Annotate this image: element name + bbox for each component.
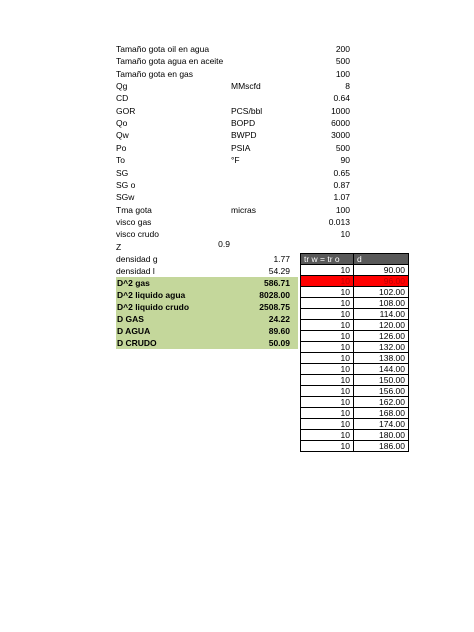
param-value: 0.64	[333, 93, 350, 104]
tr-cell: 10	[301, 397, 354, 408]
tr-cell: 10	[301, 320, 354, 331]
tr-cell: 10	[301, 342, 354, 353]
table-row	[301, 441, 409, 452]
table-row	[301, 430, 409, 441]
param-unit: PSIA	[231, 142, 251, 153]
result-value: 8028.00	[259, 290, 290, 300]
param-label: Z	[116, 241, 122, 252]
table-header-row	[301, 254, 409, 265]
param-value: 8	[345, 81, 350, 92]
d-cell: 108.00	[354, 298, 409, 309]
table-row	[301, 276, 409, 287]
d-cell: 180.00	[354, 430, 409, 441]
param-label: SGw	[116, 192, 135, 203]
d-cell: 114.00	[354, 309, 409, 320]
tr-cell: 10	[301, 386, 354, 397]
result-label: D AGUA	[117, 326, 151, 336]
result-label: D^2 liquido crudo	[117, 302, 190, 312]
d-cell: 126.00	[354, 331, 409, 342]
param-label: Qo	[116, 118, 128, 129]
param-unit: BWPD	[231, 130, 257, 141]
param-label: visco crudo	[116, 229, 159, 240]
d-cell: 102.00	[354, 287, 409, 298]
param-unit: MMscfd	[231, 81, 261, 92]
density-label: densidad l	[116, 266, 155, 276]
param-label: SG	[116, 167, 129, 178]
param-value: 3000	[331, 130, 350, 141]
tr-cell: 10	[301, 419, 354, 430]
result-label: D CRUDO	[117, 338, 157, 348]
tr-cell: 10	[301, 331, 354, 342]
param-value: 500	[335, 56, 350, 67]
table-row	[301, 265, 409, 276]
d-cell: 150.00	[354, 375, 409, 386]
param-label: Po	[116, 142, 127, 153]
tr-cell: 10	[301, 309, 354, 320]
table-header-cell: tr w = tr o	[301, 254, 354, 265]
z-value: 0.9	[218, 239, 230, 249]
table-row	[301, 287, 409, 298]
param-label: CD	[116, 93, 129, 104]
param-label: To	[116, 155, 125, 166]
param-unit: °F	[231, 155, 240, 166]
d-cell: 168.00	[354, 408, 409, 419]
density-value: 54.29	[268, 266, 290, 276]
param-value: 100	[335, 204, 350, 215]
param-label: Qg	[116, 81, 128, 92]
table-row	[301, 375, 409, 386]
param-label: Tma gota	[116, 204, 152, 215]
param-unit: BOPD	[231, 118, 256, 129]
result-label: D^2 liquido agua	[117, 290, 186, 300]
param-value: 1000	[331, 105, 350, 116]
result-value: 2508.75	[259, 302, 290, 312]
param-value: 100	[335, 68, 350, 79]
table-row	[301, 320, 409, 331]
d-cell: 90.00	[354, 265, 409, 276]
param-label: Tamaño gota oil en agua	[116, 44, 210, 54]
d-cell: 174.00	[354, 419, 409, 430]
param-value: 6000	[331, 118, 350, 129]
result-value: 24.22	[268, 314, 290, 324]
param-label: Tamaño gota en gas	[116, 68, 194, 79]
tr-cell: 10	[301, 298, 354, 309]
param-value: 10	[340, 229, 350, 240]
tr-cell: 10	[301, 375, 354, 386]
result-label: D^2 gas	[117, 278, 150, 288]
tr-cell: 10	[301, 408, 354, 419]
table-row	[301, 331, 409, 342]
tr-cell: 10	[301, 265, 354, 276]
param-value: 1.07	[333, 192, 350, 203]
table-row	[301, 298, 409, 309]
result-label: D GAS	[117, 314, 144, 324]
param-unit: micras	[231, 204, 257, 215]
density-label: densidad g	[116, 254, 158, 264]
d-cell: 120.00	[354, 320, 409, 331]
param-value: 0.87	[333, 179, 350, 190]
param-unit: PCS/bbl	[231, 105, 263, 116]
param-value: 500	[335, 142, 350, 153]
param-label: visco gas	[116, 216, 152, 227]
table-row	[301, 408, 409, 419]
density-value: 1.77	[273, 254, 290, 264]
d-cell: 138.00	[354, 353, 409, 364]
tr-cell: 10	[301, 276, 354, 287]
result-value: 89.60	[268, 326, 290, 336]
table-row	[301, 342, 409, 353]
param-value: 0.65	[333, 167, 350, 178]
tr-cell: 10	[301, 287, 354, 298]
param-value: 200	[335, 44, 350, 54]
tr-cell: 10	[301, 430, 354, 441]
tr-cell: 10	[301, 353, 354, 364]
table-row	[301, 386, 409, 397]
param-label: Qw	[116, 130, 129, 141]
d-cell: 144.00	[354, 364, 409, 375]
d-cell: 132.00	[354, 342, 409, 353]
param-value: 90	[340, 155, 350, 166]
table-row	[301, 353, 409, 364]
tr-cell: 10	[301, 364, 354, 375]
param-value: 0.013	[328, 216, 350, 227]
table-header-cell: d	[354, 254, 409, 265]
result-value: 50.09	[268, 338, 290, 348]
table-row	[301, 397, 409, 408]
param-label: Tamaño gota agua en aceite	[116, 56, 224, 67]
d-cell: 186.00	[354, 441, 409, 452]
tr-cell: 10	[301, 441, 354, 452]
diameter-table	[300, 253, 409, 452]
d-cell: 162.00	[354, 397, 409, 408]
table-row	[301, 419, 409, 430]
param-label: SG o	[116, 179, 136, 190]
table-row	[301, 364, 409, 375]
table-row	[301, 309, 409, 320]
result-value: 586.71	[264, 278, 290, 288]
d-cell: 96.00	[354, 276, 409, 287]
d-cell: 156.00	[354, 386, 409, 397]
param-label: GOR	[116, 105, 136, 116]
